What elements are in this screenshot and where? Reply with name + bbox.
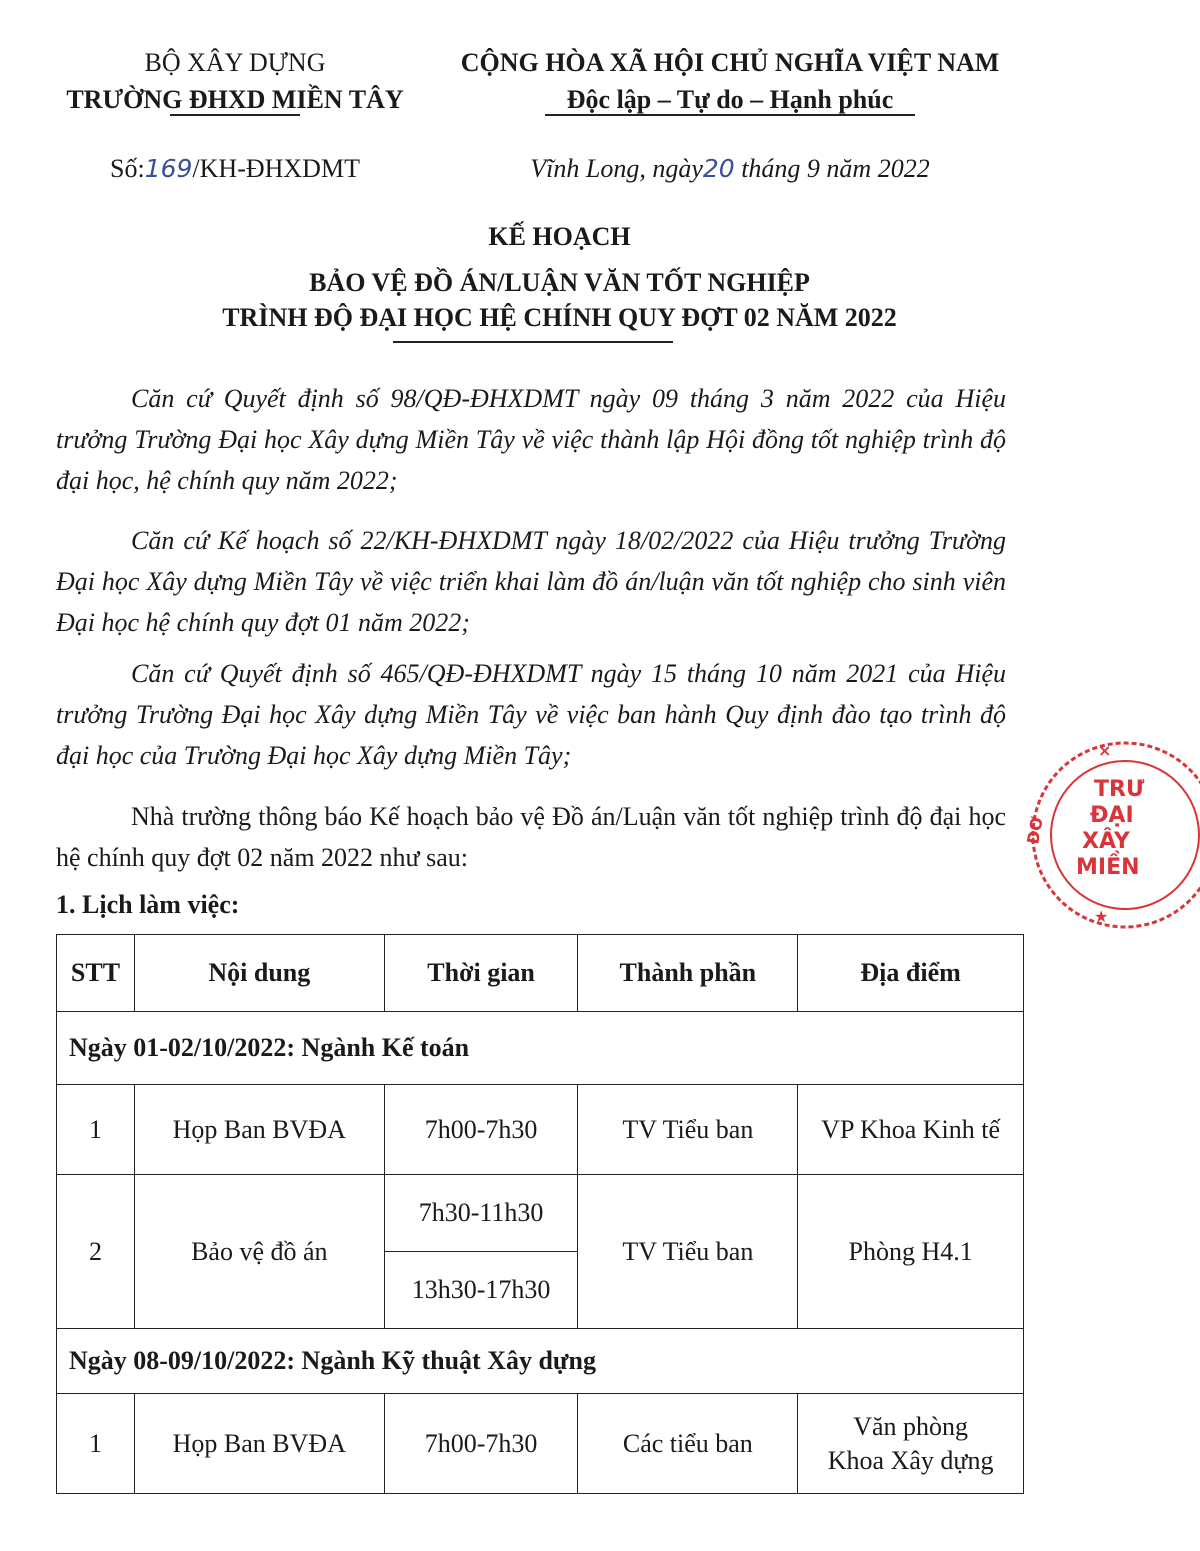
header-time: Thời gian bbox=[384, 935, 578, 1012]
header-content: Nội dung bbox=[134, 935, 384, 1012]
handwritten-number: 169 bbox=[144, 154, 193, 183]
cell-place bbox=[798, 1394, 1024, 1494]
seal-text-4: MIỀN bbox=[1076, 855, 1140, 880]
cell-content: Họp Ban BVĐA bbox=[134, 1394, 384, 1494]
cell-time-afternoon: 13h30-17h30 bbox=[384, 1252, 578, 1329]
document-number: Số:169/KH-ĐHXDMT bbox=[110, 154, 360, 183]
cell-place: VP Khoa Kinh tế bbox=[798, 1085, 1024, 1175]
paragraph-basis-3: Căn cứ Quyết định số 465/QĐ-ĐHXDMT ngày 15 tháng 10 năm 2021 của Hiệu trưởng Trường Đại học Xây dựng Miền Tây về việc ban hành Quy định đào tạo trình độ đại học của Trường Đại học Xây dựng Miền Tây; bbox=[56, 659, 1006, 770]
paragraph-announcement: Nhà trường thông báo Kế hoạch bảo vệ Đồ án/Luận văn tốt nghiệp trình độ đại học hệ chính quy đợt 02 năm 2022 như sau: bbox=[56, 802, 1006, 872]
cell-members: Các tiểu ban bbox=[578, 1394, 798, 1494]
section-1-heading: 1. Lịch làm việc: bbox=[56, 890, 240, 919]
doc-title: KẾ HOẠCH bbox=[488, 222, 631, 251]
header-place: Địa điểm bbox=[798, 935, 1024, 1012]
header-right bbox=[430, 44, 1030, 187]
cell-place: Phòng H4.1 bbox=[798, 1175, 1024, 1329]
cell-time: 7h00-7h30 bbox=[384, 1085, 578, 1175]
cell-stt: 1 bbox=[57, 1085, 135, 1175]
ministry-name: BỘ XÂY DỰNG bbox=[144, 48, 326, 77]
cell-stt: 1 bbox=[57, 1394, 135, 1494]
group-row bbox=[57, 1329, 1024, 1394]
seal-text-3: XÂY bbox=[1082, 829, 1130, 854]
cell-stt: 2 bbox=[57, 1175, 135, 1329]
country-name: CỘNG HÒA XÃ HỘI CHỦ NGHĨA VIỆT NAM bbox=[460, 48, 1000, 77]
header-left bbox=[40, 44, 430, 187]
handwritten-day: 20 bbox=[702, 154, 735, 183]
paragraph-basis-2: Căn cứ Kế hoạch số 22/KH-ĐHXDMT ngày 18/02/2022 của Hiệu trưởng Trường Đại học Xây dựng Miền Tây về việc triển khai làm đồ án/luận văn tốt nghiệp cho sinh viên Đại học hệ chính quy đợt 01 năm 2022; bbox=[56, 526, 1006, 637]
cell-content: Bảo vệ đồ án bbox=[134, 1175, 384, 1329]
seal-side-text: ĐƠ bbox=[1023, 815, 1047, 846]
seal-star-top: × bbox=[1098, 741, 1112, 760]
paragraph-basis-1: Căn cứ Quyết định số 98/QĐ-ĐHXDMT ngày 09 tháng 3 năm 2022 của Hiệu trưởng Trường Đại học Xây dựng Miền Tây về việc thành lập Hội đồng tốt nghiệp trình độ đại học, hệ chính quy năm 2022; bbox=[56, 384, 1006, 495]
group-title-construction: Ngày 08-09/10/2022: Ngành Kỹ thuật Xây dựng bbox=[57, 1329, 1024, 1394]
schedule-table bbox=[56, 934, 1024, 1494]
cell-members: TV Tiểu ban bbox=[578, 1175, 798, 1329]
cell-time: 7h00-7h30 bbox=[384, 1394, 578, 1494]
header-members: Thành phần bbox=[578, 935, 798, 1012]
document-date: Vĩnh Long, ngày20 tháng 9 năm 2022 bbox=[530, 154, 930, 183]
table-row bbox=[57, 1394, 1024, 1494]
cell-members: TV Tiểu ban bbox=[578, 1085, 798, 1175]
official-seal bbox=[1020, 730, 1200, 940]
seal-star-bottom: ★ bbox=[1094, 907, 1109, 926]
cell-time-morning: 7h30-11h30 bbox=[384, 1175, 578, 1252]
place-line-2: Khoa Xây dựng bbox=[827, 1445, 994, 1475]
group-row bbox=[57, 1012, 1024, 1085]
school-name: TRƯỜNG ĐHXD MIỀN TÂY bbox=[66, 85, 404, 114]
cell-content: Họp Ban BVĐA bbox=[134, 1085, 384, 1175]
national-motto: Độc lập – Tự do – Hạnh phúc bbox=[566, 85, 894, 114]
seal-text-2: ĐẠI bbox=[1090, 803, 1134, 828]
table-row bbox=[57, 1085, 1024, 1175]
seal-text-1: TRƯ bbox=[1094, 777, 1145, 802]
doc-subtitle-2: TRÌNH ĐỘ ĐẠI HỌC HỆ CHÍNH QUY ĐỢT 02 NĂM 2022 bbox=[222, 303, 897, 332]
table-header-row bbox=[57, 935, 1024, 1012]
table-row bbox=[57, 1175, 1024, 1252]
doc-subtitle-1: BẢO VỆ ĐỒ ÁN/LUẬN VĂN TỐT NGHIỆP bbox=[309, 268, 810, 297]
header-stt: STT bbox=[57, 935, 135, 1012]
title-underline bbox=[393, 341, 673, 343]
group-title-accounting: Ngày 01-02/10/2022: Ngành Kế toán bbox=[57, 1012, 1024, 1085]
place-line-1: Văn phòng bbox=[853, 1411, 969, 1441]
